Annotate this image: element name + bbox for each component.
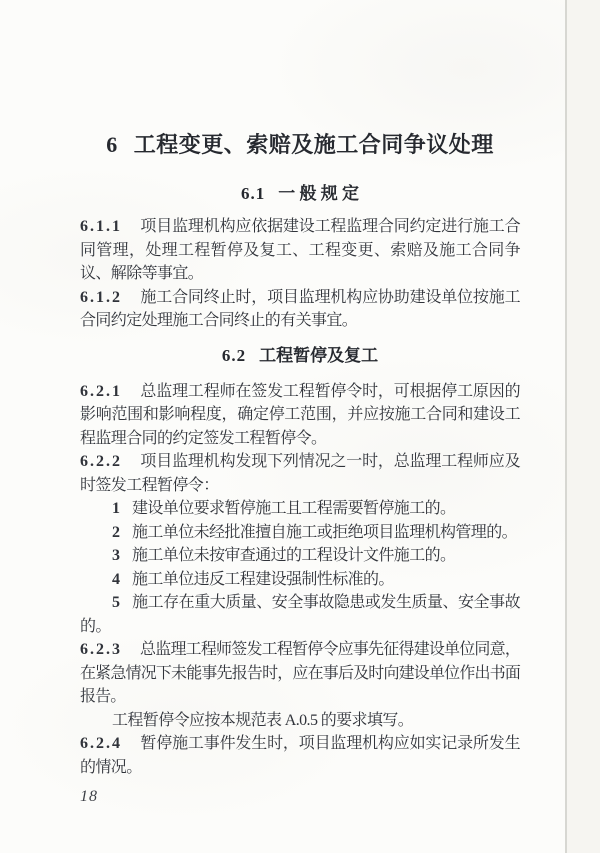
- clause-6-2-4: [80, 732, 520, 779]
- list-item-1: [80, 497, 520, 521]
- list-item-3: [80, 544, 520, 568]
- section-title-text: 工程暂停及复工: [259, 345, 379, 365]
- section-6-2-clauses: [80, 380, 520, 780]
- clause-label: 6.2.2: [80, 453, 122, 470]
- page-content: [80, 0, 520, 779]
- scan-page-edge-strip: [567, 0, 600, 853]
- clause-label: 6.1.2: [80, 288, 122, 306]
- chapter-title-text: 工程变更、索赔及施工合同争议处理: [133, 132, 494, 157]
- clause-text: 项目监理机构发现下列情况之一时，总监理工程师应及时签发工程暂停令：: [80, 453, 520, 494]
- list-item-4: [80, 568, 520, 592]
- list-item-text: 施工存在重大质量、安全事故隐患或发生质量、安全事故的。: [80, 594, 520, 635]
- clause-6-2-2: [80, 450, 520, 497]
- scan-page-edge-line: [565, 0, 567, 853]
- chapter-title: [80, 131, 520, 159]
- section-heading-general-provisions: [80, 184, 520, 204]
- clause-label: 6.1.1: [80, 218, 122, 235]
- clause-label: 6.2.3: [80, 641, 122, 658]
- list-item-2: [80, 521, 520, 545]
- section-heading-suspension-resumption: [80, 346, 520, 366]
- clause-label: 6.2.4: [80, 735, 122, 752]
- list-item-number: 2: [112, 523, 120, 541]
- page-number: 18: [80, 788, 98, 805]
- list-item-number: 4: [112, 570, 120, 588]
- list-item-number: 5: [112, 594, 120, 611]
- list-item-text: 施工单位违反工程建设强制性标准的。: [132, 570, 394, 588]
- section-number: 6.1: [241, 184, 266, 203]
- list-item-number: 3: [112, 547, 120, 564]
- clause-text: 暂停施工事件发生时，项目监理机构应如实记录所发生的情况。: [80, 735, 520, 776]
- clause-text: 总监理工程师在签发工程暂停令时，可根据停工原因的影响范围和影响程度，确定停工范围，并应按施工合同和建设工程监理合同的约定签发工程暂停令。: [80, 382, 520, 447]
- list-item-5: [80, 591, 520, 638]
- section-number: 6.2: [221, 345, 247, 365]
- list-item-text: 建设单位要求暂停施工且工程需要暂停施工的。: [132, 500, 456, 517]
- clause-label: 6.2.1: [80, 382, 122, 400]
- clause-text: 项目监理机构应依据建设工程监理合同约定进行施工合同管理，处理工程暂停及复工、工程变更、索赔及施工合同争议、解除等事宜。: [80, 218, 520, 282]
- clause-6-2-3: [80, 638, 520, 709]
- section-title-text: 一 般 规 定: [278, 184, 359, 203]
- section-6-1-clauses: [80, 215, 520, 333]
- clause-6-2-1: [80, 380, 520, 451]
- clause-text: 总监理工程师签发工程暂停令应事先征得建设单位同意，在紧急情况下未能事先报告时，应在事后及时向建设单位作出书面报告。: [80, 641, 520, 705]
- clause-6-1-1: [80, 215, 520, 286]
- chapter-number: 6: [106, 132, 118, 157]
- list-item-text: 施工单位未按审查通过的工程设计文件施工的。: [132, 547, 456, 564]
- list-item-number: 1: [112, 500, 120, 517]
- clause-6-1-2: [80, 286, 520, 333]
- list-item-text: 施工单位未经批准擅自施工或拒绝项目监理机构管理的。: [132, 523, 518, 541]
- clause-text: 施工合同终止时，项目监理机构应协助建设单位按施工合同约定处理施工合同终止的有关事宜。: [80, 288, 520, 329]
- clause-6-2-3-note: 工程暂停令应按本规范表 A.0.5 的要求填写。: [112, 711, 414, 729]
